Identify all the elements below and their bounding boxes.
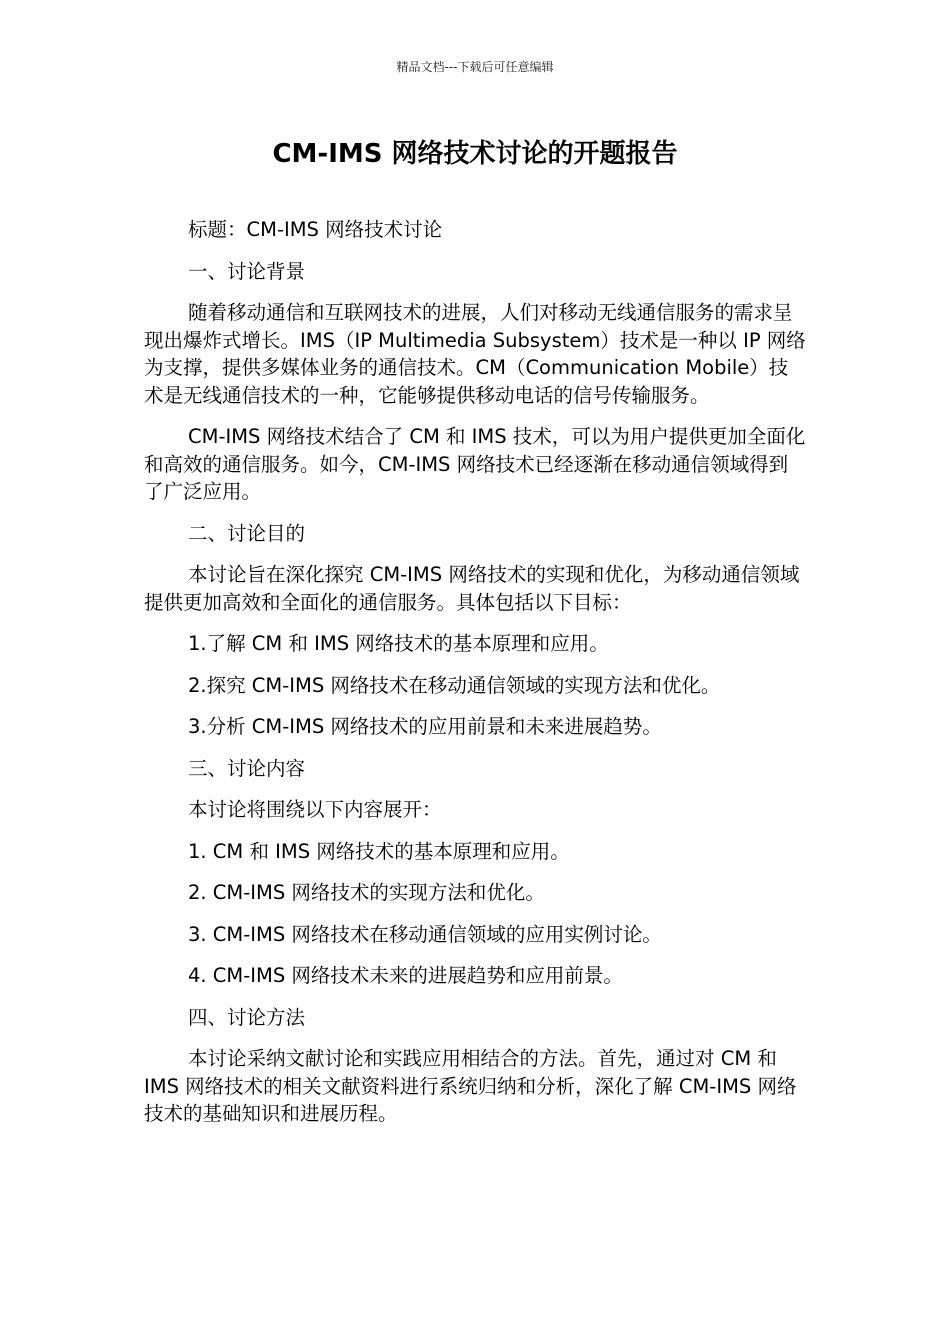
- goal-item-3: 3.分析 CM-IMS 网络技术的应用前景和未来进展趋势。: [188, 715, 662, 738]
- paragraph-purpose: 本讨论旨在深化探究 CM-IMS 网络技术的实现和优化，为移动通信领域提供更加高效和全面化的通信服务。具体包括以下目标：: [144, 563, 800, 614]
- subject-line: 标题：CM-IMS 网络技术讨论: [188, 218, 443, 241]
- document-title: CM-IMS 网络技术讨论的开题报告: [272, 139, 678, 169]
- section-heading-purpose: 二、讨论目的: [188, 521, 306, 545]
- section-heading-background: 一、讨论背景: [188, 259, 306, 283]
- content-item-1: 1. CM 和 IMS 网络技术的基本原理和应用。: [188, 839, 570, 863]
- goal-item-2: 2.探究 CM-IMS 网络技术在移动通信领域的实现方法和优化。: [188, 673, 721, 697]
- section-heading-content: 三、讨论内容: [188, 756, 306, 780]
- content-item-4: 4. CM-IMS 网络技术未来的进展趋势和应用前景。: [188, 964, 623, 987]
- content-item-3: 3. CM-IMS 网络技术在移动通信领域的应用实例讨论。: [188, 922, 662, 946]
- paragraph-background-1: 随着移动通信和互联网技术的进展，人们对移动无线通信服务的需求呈现出爆炸式增长。IMS（IP Multimedia Subsystem）技术是一种以 IP 网络为支撑，提供多媒体业务的通信技术。CM（Communication Mobile）技术是无线通信技术的一种，它能够提供移动电话的信号传输服务。: [144, 301, 806, 407]
- goal-item-1: 1.了解 CM 和 IMS 网络技术的基本原理和应用。: [188, 632, 609, 655]
- paragraph-background-2: CM-IMS 网络技术结合了 CM 和 IMS 技术，可以为用户提供更加全面化和高效的通信服务。如今，CM-IMS 网络技术已经逐渐在移动通信领域得到了广泛应用。: [144, 425, 806, 503]
- document-body: [144, 216, 806, 1142]
- content-item-2: 2. CM-IMS 网络技术的实现方法和优化。: [188, 881, 545, 904]
- section-heading-method: 四、讨论方法: [188, 1005, 306, 1029]
- paragraph-method: 本讨论采纳文献讨论和实践应用相结合的方法。首先，通过对 CM 和 IMS 网络技术的相关文献资料进行系统归纳和分析，深化了解 CM-IMS 网络技术的基础知识和进展历程。: [144, 1047, 797, 1125]
- header-note: 精品文档---下载后可任意编辑: [396, 60, 554, 74]
- paragraph-content-intro: 本讨论将围绕以下内容展开：: [188, 798, 442, 821]
